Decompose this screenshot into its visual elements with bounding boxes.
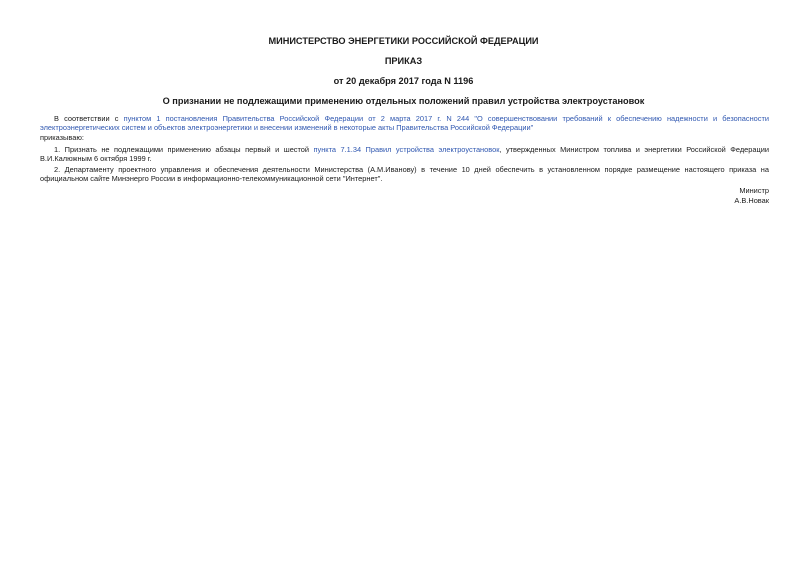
document-title: О признании не подлежащими применению отдельных положений правил устройства электроустановок <box>162 96 645 106</box>
signatory-title: Министр <box>739 186 769 195</box>
intro-paragraph <box>40 114 769 133</box>
organization-heading: МИНИСТЕРСТВО ЭНЕРГЕТИКИ РОССИЙСКОЙ ФЕДЕРАЦИИ <box>268 36 539 46</box>
document-date-heading: от 20 декабря 2017 года N 1196 <box>333 76 474 86</box>
item-1-paragraph <box>40 145 769 164</box>
document-type-heading: ПРИКАЗ <box>384 56 423 66</box>
intro-prefix: В соответствии с <box>54 114 124 123</box>
decree-word: приказываю: <box>40 133 84 142</box>
item-2-paragraph: 2. Департаменту проектного управления и обеспечения деятельности Министерства (А.М.Иванову) в течение 10 дней обеспечить в установленном порядке размещение настоящего приказа на официальном сайте Минэнерго России в информационно-телекоммуникационной сети "Интернет". <box>40 165 769 184</box>
item-1-reference-link[interactable]: пункта 7.1.34 Правил устройства электроустановок <box>313 145 500 154</box>
signatory-name: А.В.Новак <box>734 196 769 205</box>
intro-reference-link[interactable]: пунктом 1 постановления Правительства Российской Федерации от 2 марта 2017 г. N 244 "О совершенствовании требований к обеспечению надежности и безопасности электроэнергетических систем и объектов электроэнергетики и внесении изменений в некоторые акты Правительства Российской Федерации" <box>40 114 769 133</box>
item-1-prefix: 1. Признать не подлежащими применению абзацы первый и шестой <box>54 145 314 154</box>
item-1-suffix: , утвержденных Министром топлива и энергетики Российской Федерации В.И.Калюжным 6 октября 1999 г. <box>40 145 769 164</box>
